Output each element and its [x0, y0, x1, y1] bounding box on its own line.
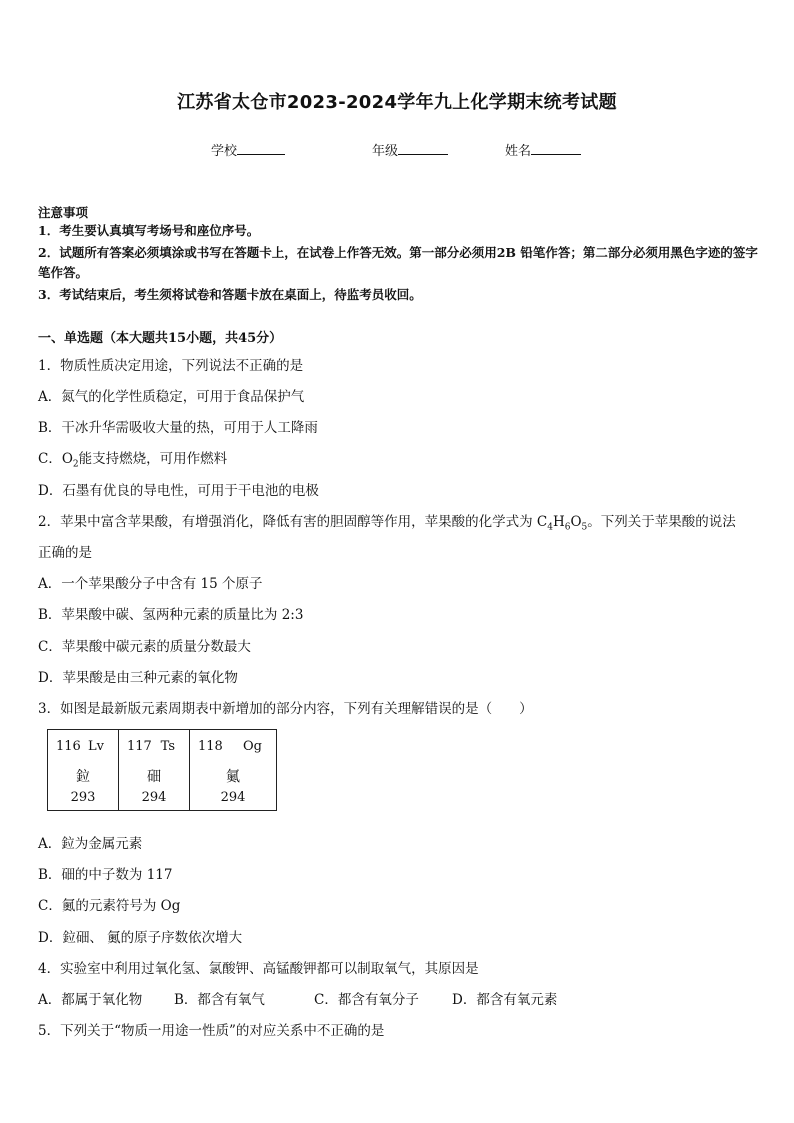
page-title: 江苏省太仓市2023-2024学年九上化学期末统考试题 — [177, 92, 617, 113]
grade-field — [372, 140, 448, 159]
school-blank — [237, 141, 285, 155]
q1-stem: 1．物质性质决定用途，下列说法不正确的是 — [38, 358, 304, 374]
q1-option-d: D．石墨有优良的导电性，可用于干电池的电极 — [38, 483, 319, 499]
element-cell-117 — [119, 730, 190, 811]
note-item-1: 1．考生要认真填写考场号和座位序号。 — [38, 223, 260, 238]
q2-option-a: A．一个苹果酸分子中含有 15 个原子 — [38, 576, 263, 592]
q1-option-c — [38, 447, 227, 470]
section-heading: 一、单选题（本大题共15小题，共45分） — [38, 331, 283, 346]
q4-option-d: D．都含有氧元素 — [452, 992, 558, 1008]
element-symbol: Lv — [88, 739, 104, 754]
q4-option-b: B．都含有氧气 — [174, 992, 265, 1008]
periodic-table-excerpt — [47, 729, 277, 811]
q4-option-a: A．都属于氧化物 — [38, 992, 143, 1008]
grade-blank — [398, 141, 448, 155]
q1-c-sub: 2 — [72, 459, 79, 470]
q2-o: O — [570, 514, 582, 530]
q2-option-d: D．苹果酸是由三种元素的氧化物 — [38, 670, 238, 686]
note-item-2: 2．试题所有答案必须填涂或书写在答题卡上，在试卷上作答无效。第一部分必须用2B 铅笔作答；第二部分必须用黑色字迹的签字笔作答。 — [38, 245, 758, 280]
q3-option-b: B．鿬的中子数为 117 — [38, 867, 173, 883]
q1-c-post: 能支持燃烧，可用作燃料 — [78, 451, 228, 467]
atomic-mass: 293 — [70, 790, 96, 805]
q3-stem: 3．如图是最新版元素周期表中新增加的部分内容，下列有关理解错误的是（ ） — [38, 701, 533, 717]
q1-c-pre: C．O — [38, 451, 73, 467]
atomic-number: 117 — [127, 739, 152, 754]
q2-stem-pre: 2．苹果中富含苹果酸，有增强消化，降低有害的胆固醇等作用，苹果酸的化学式为 C — [38, 514, 548, 530]
notes-heading: 注意事项 — [38, 205, 89, 220]
q5-stem: 5．下列关于“物质一用途一性质”的对应关系中不正确的是 — [38, 1023, 385, 1039]
atomic-number: 118 — [198, 739, 223, 754]
q2-stem-post: 。下列关于苹果酸的说法 — [587, 514, 736, 530]
q4-option-c: C．都含有氧分子 — [314, 992, 419, 1008]
q1-option-a: A．氮气的化学性质稳定，可用于食品保护气 — [38, 389, 305, 405]
q2-stem-line2: 正确的是 — [38, 545, 92, 561]
q2-stem-line1 — [38, 510, 736, 533]
element-name: 鉝 — [76, 769, 90, 785]
school-label: 学校 — [211, 144, 238, 159]
q2-sub-c: 4 — [547, 522, 553, 533]
element-cell-118 — [190, 730, 277, 811]
name-label: 姓名 — [505, 144, 532, 159]
q2-h: H — [552, 514, 565, 530]
q3-option-a: A．鉝为金属元素 — [38, 836, 143, 852]
atomic-mass: 294 — [220, 790, 246, 805]
q1-option-b: B．干冰升华需吸收大量的热，可用于人工降雨 — [38, 420, 318, 436]
name-field — [505, 140, 581, 159]
note-item-3: 3．考试结束后，考生须将试卷和答题卡放在桌面上，待监考员收回。 — [38, 287, 422, 302]
q3-option-d: D．鉝鿬、 鿫的原子序数依次增大 — [38, 930, 243, 946]
element-cell-116 — [48, 730, 119, 811]
element-symbol: Ts — [160, 739, 175, 754]
q3-option-c: C．鿫的元素符号为 Og — [38, 898, 181, 914]
q4-options — [38, 988, 557, 1008]
grade-label: 年级 — [372, 144, 399, 159]
name-blank — [531, 141, 581, 155]
atomic-number: 116 — [56, 739, 81, 754]
element-name: 鿫 — [226, 769, 240, 785]
element-name: 鿬 — [147, 769, 161, 785]
school-field — [211, 140, 285, 159]
q2-option-b: B．苹果酸中碳、氢两种元素的质量比为 2:3 — [38, 607, 304, 623]
q2-option-c: C．苹果酸中碳元素的质量分数最大 — [38, 639, 251, 655]
q4-stem: 4．实验室中利用过氧化氢、氯酸钾、高锰酸钾都可以制取氧气，其原因是 — [38, 961, 479, 977]
atomic-mass: 294 — [141, 790, 167, 805]
q2-sub-h: 6 — [564, 522, 571, 533]
q2-sub-o: 5 — [581, 522, 588, 533]
element-symbol: Og — [243, 739, 262, 754]
